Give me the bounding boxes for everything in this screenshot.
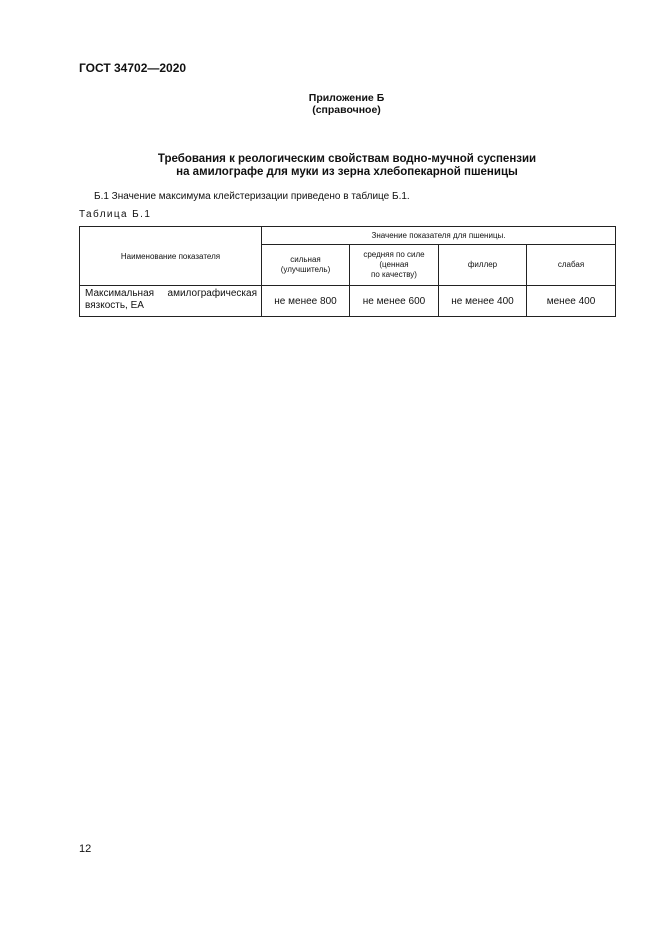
value-cell-weak: менее 400	[527, 286, 616, 317]
column-header-weak	[527, 245, 616, 286]
column-header-line: филлер	[467, 260, 498, 269]
requirements-table	[79, 226, 616, 317]
section-heading-line-2: на амилографе для муки из зерна хлебопекарной пшеницы	[176, 166, 518, 178]
appendix-subtitle: (справочное)	[312, 104, 381, 116]
table-caption: Таблица Б.1	[79, 209, 152, 220]
appendix-title: Приложение Б	[308, 92, 385, 104]
column-header-filler	[439, 245, 527, 286]
indicator-name-header: Наименование показателя	[80, 227, 262, 286]
column-header-line: (ценная	[379, 260, 409, 269]
wheat-value-group-header: Значение показателя для пшеницы.	[262, 227, 616, 245]
document-code: ГОСТ 34702—2020	[79, 61, 187, 75]
column-header-medium	[350, 245, 439, 286]
column-header-strong	[262, 245, 350, 286]
column-header-line: по качеству)	[371, 270, 417, 279]
page-number: 12	[79, 843, 92, 855]
indicator-name-cell: Максимальная амилографическая вязкость, ЕА	[80, 286, 262, 317]
body-paragraph: Б.1 Значение максимума клейстеризации приведено в таблице Б.1.	[94, 191, 410, 202]
table-row	[80, 286, 616, 317]
value-cell-strong: не менее 800	[262, 286, 350, 317]
column-header-line: средняя по силе	[363, 250, 425, 259]
section-heading-line-1: Требования к реологическим свойствам водно-мучной суспензии	[157, 153, 537, 165]
value-cell-filler: не менее 400	[439, 286, 527, 317]
table-header-row	[80, 227, 616, 245]
value-cell-medium: не менее 600	[350, 286, 439, 317]
column-header-line: слабая	[557, 260, 585, 269]
column-header-line: сильная	[290, 255, 321, 264]
column-header-line: (улучшитель)	[280, 265, 331, 274]
